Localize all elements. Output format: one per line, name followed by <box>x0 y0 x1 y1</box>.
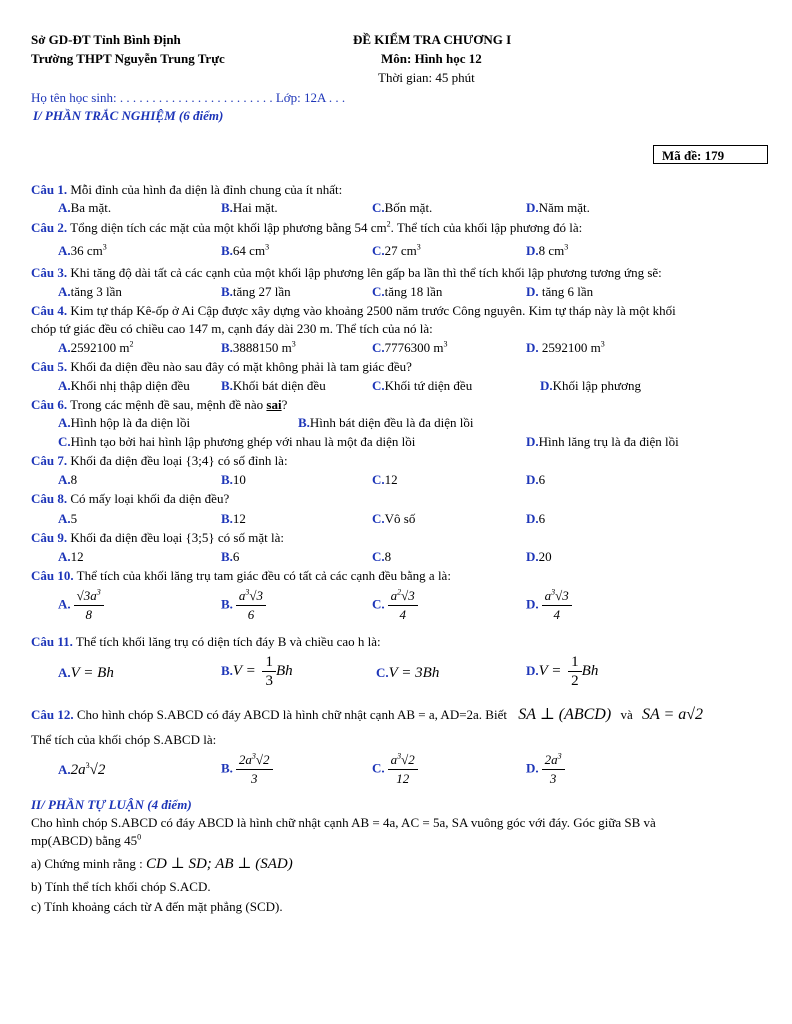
q9-option-b[interactable]: B.6 <box>221 549 240 564</box>
question-4-line2: chóp tứ giác đều có chiều cao 147 m, cạnh đáy dài 230 m. Thể tích của nó là: <box>31 321 433 336</box>
q3-option-b[interactable]: B.tăng 27 lần <box>221 284 291 299</box>
exam-subject: Môn: Hình học 12 <box>381 51 482 66</box>
q12-option-a[interactable]: $A.2a^3√2$ <box>58 761 106 778</box>
exam-time: Thời gian: 45 phút <box>378 70 475 85</box>
q3-option-a[interactable]: A.tăng 3 lần <box>58 284 122 299</box>
q10-option-a[interactable]: A. $\frac{√3a^3}{8}$ <box>58 587 104 624</box>
q5-option-a[interactable]: A.Khối nhị thập diện đều <box>58 378 190 393</box>
q6-option-d[interactable]: D.Hình lăng trụ là đa điện lồi <box>526 434 679 449</box>
q9-option-a[interactable]: A.12 <box>58 549 84 564</box>
essay-prompt-line2: mp(ABCD) bằng $45^0$ <box>31 832 142 848</box>
question-12-line2: Thể tích của khối chóp S.ABCD là: <box>31 732 217 747</box>
q2-option-d[interactable]: D.8 $cm^3$ <box>526 242 569 258</box>
q1-option-a[interactable]: A.Ba mặt. <box>58 200 112 215</box>
q5-option-d[interactable]: D.Khối lập phương <box>540 378 641 393</box>
q11-option-d[interactable]: D.V = $\frac{1}{2}$ Bh <box>526 654 599 689</box>
q7-option-a[interactable]: A.8 <box>58 472 78 487</box>
q2-option-c[interactable]: C.27 $cm^3$ <box>372 242 421 258</box>
q11-option-a[interactable]: A.V = Bh <box>58 665 114 681</box>
question-12: Câu 12. Cho hình chóp S.ABCD có đáy ABCD là hình chữ nhật cạnh AB = a, AD=2a. Biết SA ⊥ (ABCD) và SA = a√2 <box>31 706 704 723</box>
department-name: Sở GD-ĐT Tỉnh Bình Định <box>31 32 181 47</box>
essay-prompt-line1: Cho hình chóp S.ABCD có đáy ABCD là hình chữ nhật cạnh AB = 4a, AC = 5a, SA vuông góc với đáy. Góc giữa SB và <box>31 815 656 830</box>
q8-option-b[interactable]: B.12 <box>221 511 246 526</box>
q6-option-b[interactable]: B.Hình bát diện đều là đa diện lồi <box>298 415 474 430</box>
question-3: Câu 3. Khi tăng độ dài tất cả các cạnh của một khối lập phương lên gấp ba lần thì thể tích khối lập phương tương ứng sẽ: <box>31 265 662 280</box>
q9-option-c[interactable]: C.8 <box>372 549 392 564</box>
q1-option-c[interactable]: C.Bốn mặt. <box>372 200 433 215</box>
q4-option-c[interactable]: C.7776300 $m^3$ <box>372 339 448 355</box>
question-1: Câu 1. Mỗi đỉnh của hình đa diện là đỉnh chung của ít nhất: <box>31 182 343 197</box>
section1-title: I/ PHẦN TRẮC NGHIỆM (6 điểm) <box>33 108 224 123</box>
question-8: Câu 8. Có mấy loại khối đa diện đều? <box>31 491 230 506</box>
q3-option-c[interactable]: C.tăng 18 lần <box>372 284 443 299</box>
q12-option-c[interactable]: C. $\frac{a^3√2}{12}$ <box>372 751 418 788</box>
q6-option-c[interactable]: C.Hình tạo bởi hai hình lập phương ghép với nhau là một đa diện lồi <box>58 434 416 449</box>
q5-option-b[interactable]: B.Khối bát diện đều <box>221 378 326 393</box>
q12-option-b[interactable]: B. $\frac{2a^3√2}{3}$ <box>221 751 273 788</box>
section2-title: II/ PHẦN TỰ LUẬN (4 điểm) <box>31 797 192 812</box>
q11-option-c[interactable]: C.V = 3Bh <box>376 665 440 681</box>
q7-option-b[interactable]: B.10 <box>221 472 246 487</box>
q10-option-d[interactable]: D. $\frac{a^3√3}{4}$ <box>526 587 572 624</box>
q10-option-b[interactable]: B. $\frac{a^3√3}{6}$ <box>221 587 266 624</box>
q1-option-b[interactable]: B.Hai mặt. <box>221 200 278 215</box>
q2-option-a[interactable]: A.36 $cm^3$ <box>58 242 107 258</box>
q5-option-c[interactable]: C.Khối tứ diện đều <box>372 378 473 393</box>
q7-option-c[interactable]: C.12 <box>372 472 398 487</box>
question-6: Câu 6. Trong các mệnh đề sau, mệnh đề nào sai? <box>31 397 288 412</box>
q3-option-d[interactable]: D. tăng 6 lần <box>526 284 594 299</box>
q8-option-d[interactable]: D.6 <box>526 511 546 526</box>
q11-option-b[interactable]: B.V = $\frac{1}{3}$ Bh <box>221 654 293 689</box>
q10-option-c[interactable]: C. $\frac{a^2√3}{4}$ <box>372 587 418 624</box>
q12-option-d[interactable]: D. $\frac{2a^3}{3}$ <box>526 751 565 788</box>
question-7: Câu 7. Khối đa diện đều loại {3;4} có số đỉnh là: <box>31 453 288 468</box>
q8-option-c[interactable]: C.Vô số <box>372 511 416 526</box>
q2-option-b[interactable]: B.64 $cm^3$ <box>221 242 270 258</box>
q4-option-d[interactable]: D. 2592100 $m^3$ <box>526 339 605 355</box>
question-9: Câu 9. Khối đa diện đều loại {3;5} có số mặt là: <box>31 530 284 545</box>
exam-title: ĐỀ KIỂM TRA CHƯƠNG I <box>353 32 512 47</box>
q8-option-a[interactable]: A.5 <box>58 511 78 526</box>
question-10: Câu 10. Thể tích của khối lăng trụ tam giác đều có tất cả các cạnh đều bằng a là: <box>31 568 451 583</box>
essay-part-a: a) Chứng minh rằng : CD ⊥ SD; AB ⊥ (SAD) <box>31 856 293 872</box>
question-4: Câu 4. Kim tự tháp Kê-ốp ở Ai Cập được xây dựng vào khoảng 2500 năm trước Công nguyên. Kim tự tháp này là một khối <box>31 303 676 318</box>
essay-part-b: b) Tính thể tích khối chóp S.ACD. <box>31 879 211 894</box>
q4-option-b[interactable]: B.3888150 $m^3$ <box>221 339 296 355</box>
question-5: Câu 5. Khối đa diện đều nào sau đây có mặt không phải là tam giác đều? <box>31 359 412 374</box>
q1-option-d[interactable]: D.Năm mặt. <box>526 200 590 215</box>
question-11: Câu 11. Thể tích khối lăng trụ có diện tích đáy B và chiều cao h là: <box>31 634 381 649</box>
exam-code-box: Mã đề: 179 <box>653 145 768 164</box>
student-info-line: Họ tên học sinh: . . . . . . . . . . . . . . . . . . . . . . . . Lớp: 12A . . . <box>31 90 346 105</box>
essay-part-c: c) Tính khoảng cách từ A đến mặt phẳng (SCD). <box>31 899 283 914</box>
q6-option-a[interactable]: A.Hình hộp là đa diện lồi <box>58 415 191 430</box>
q9-option-d[interactable]: D.20 <box>526 549 552 564</box>
school-name: Trường THPT Nguyễn Trung Trực <box>31 51 225 66</box>
q4-option-a[interactable]: A.2592100 $m^2$ <box>58 339 134 355</box>
question-2: Câu 2. Tổng diện tích các mặt của một khối lập phương bằng 54 $cm^2$. Thể tích của khối lập phương đó là: <box>31 219 583 235</box>
q7-option-d[interactable]: D.6 <box>526 472 546 487</box>
